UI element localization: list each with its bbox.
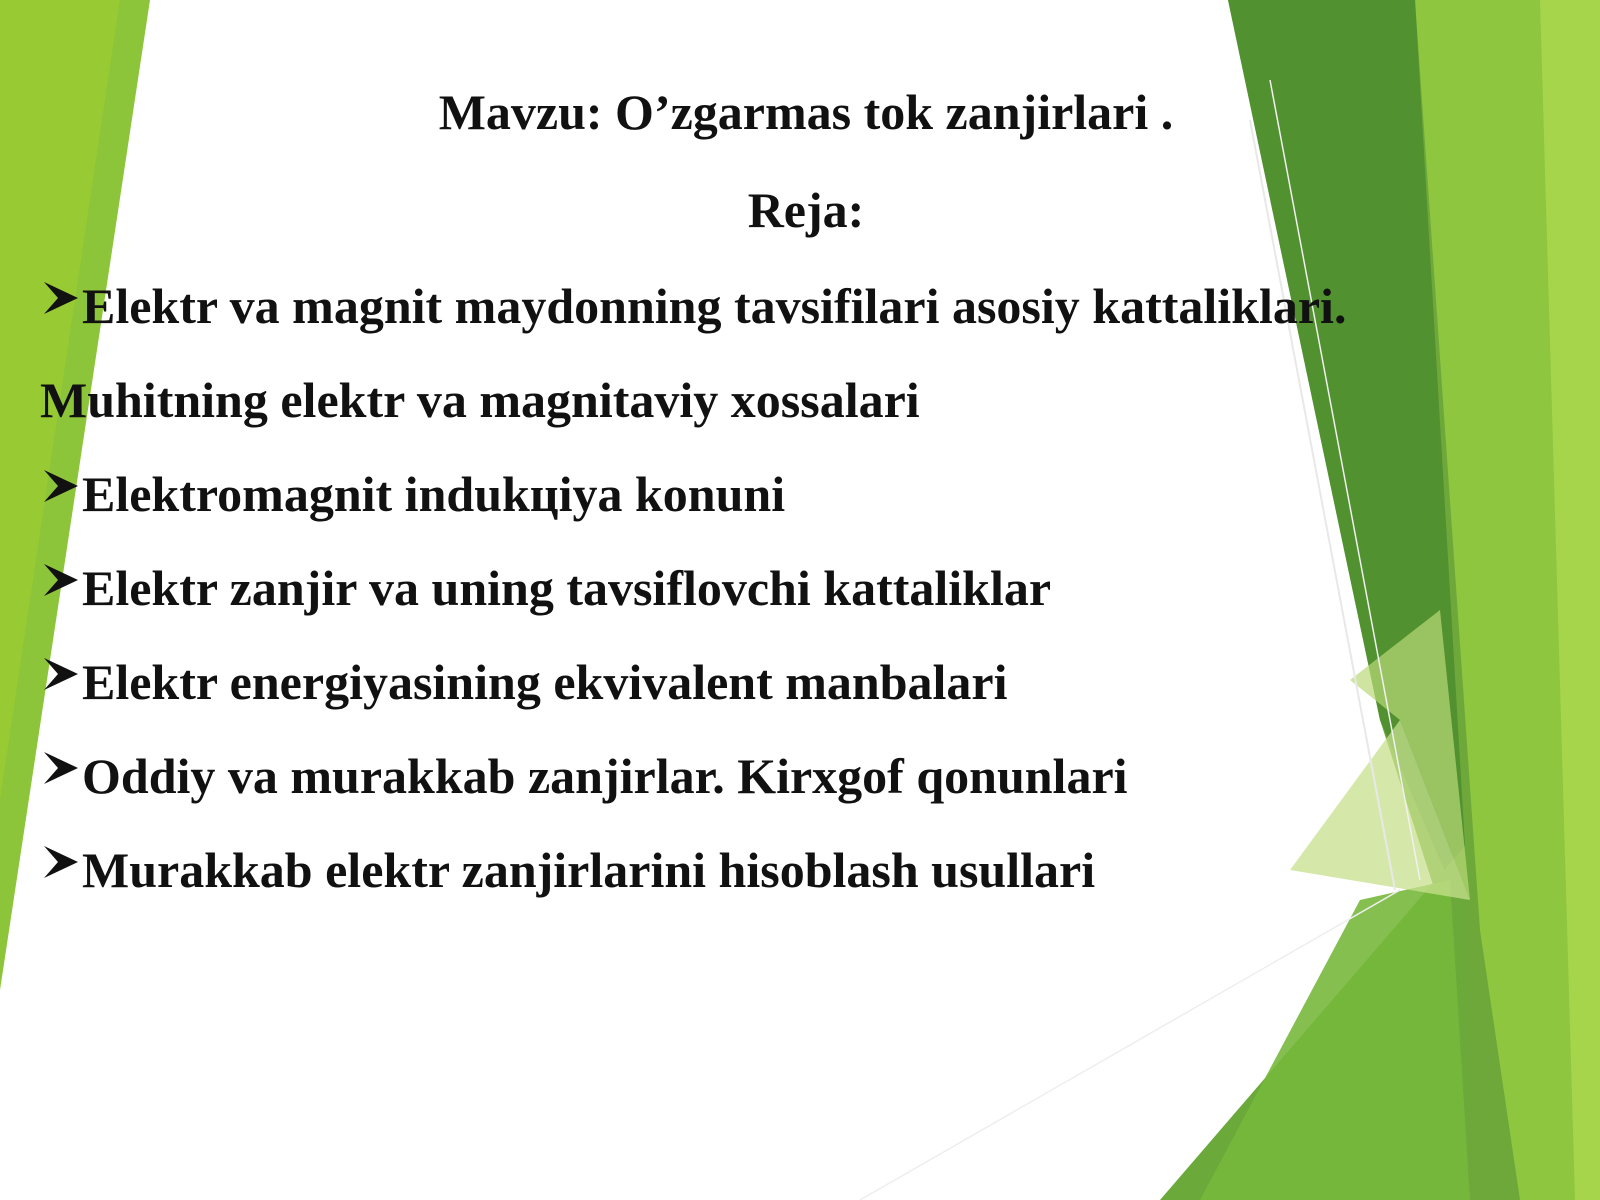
- arrowhead-bullet-icon: [44, 564, 78, 596]
- list-item-text: Elektr energiyasining ekvivalent manbalari: [82, 654, 1008, 710]
- list-item-continuation: Muhitning elektr va magnitaviy xossalari: [40, 372, 920, 428]
- slide-title: Mavzu: O’zgarmas tok zanjirlari .: [438, 84, 1174, 140]
- slide-subtitle: Reja:: [747, 182, 865, 238]
- list-item-text: Elektromagnit indukцiya konuni: [82, 466, 786, 522]
- arrowhead-bullet-icon: [44, 752, 78, 784]
- list-item-text: Elektr va magnit maydonning tavsifilari asosiy kattaliklari.: [82, 278, 1347, 334]
- list-item-text: Murakkab elektr zanjirlarini hisoblash usullari: [82, 842, 1096, 898]
- arrowhead-bullet-icon: [44, 282, 78, 314]
- arrowhead-bullet-icon: [44, 470, 78, 502]
- list-item-text: Elektr zanjir va uning tavsiflovchi kattaliklar: [82, 560, 1052, 616]
- arrowhead-bullet-icon: [44, 658, 78, 690]
- arrowhead-bullet-icon: [44, 846, 78, 878]
- list-item-text: Oddiy va murakkab zanjirlar. Kirxgof qonunlari: [82, 748, 1128, 804]
